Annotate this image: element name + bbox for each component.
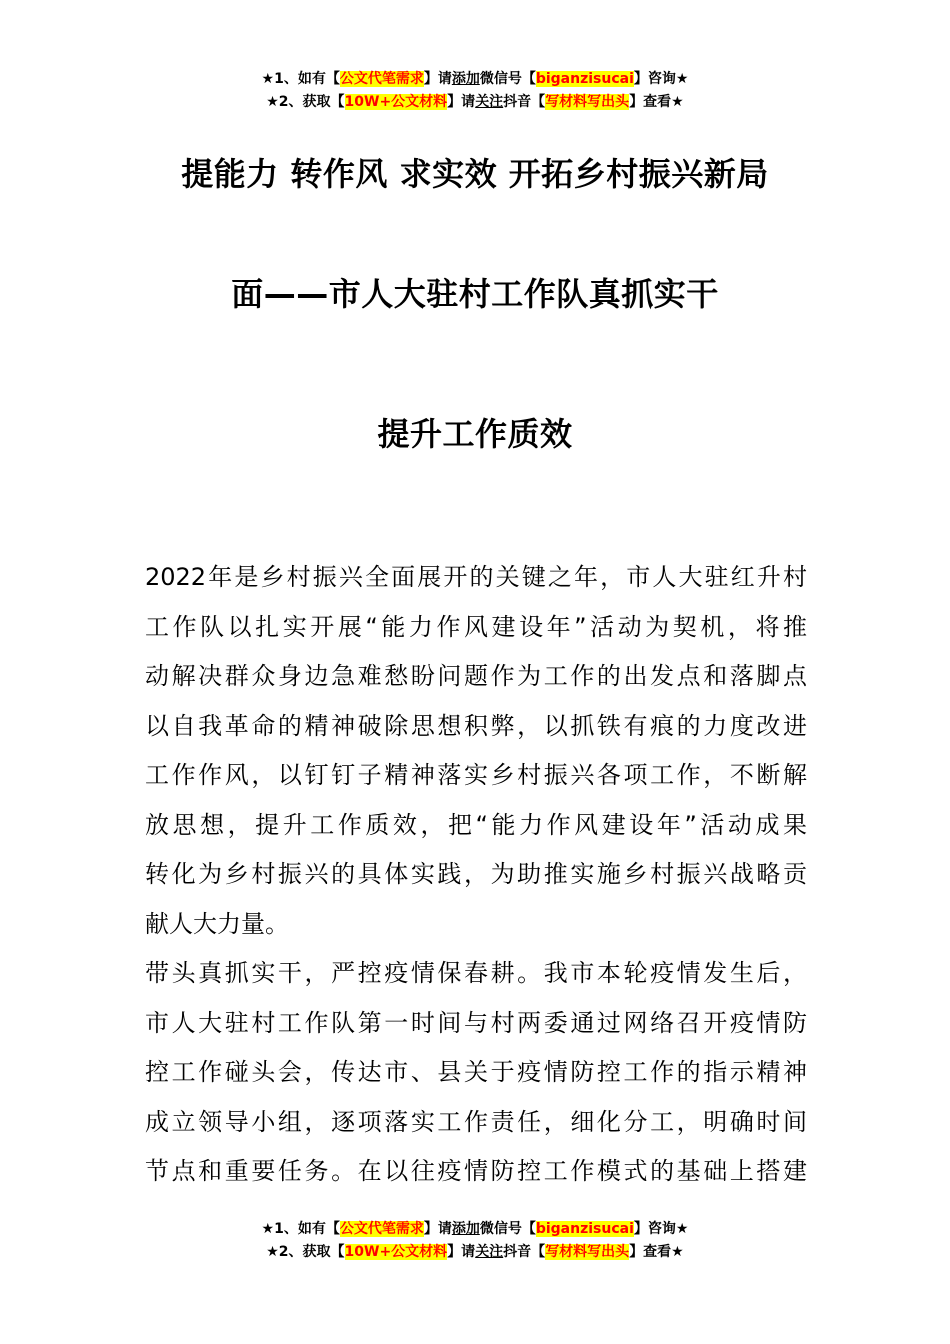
title-line-3: 提升工作质效	[377, 415, 573, 453]
underlined-text: 关注	[475, 1244, 504, 1260]
banner-line-2: ★2、获取【10W+公文材料】请关注抖音【写材料写出头】查看★	[266, 1244, 684, 1260]
body-line: 节点和重要任务。在以往疫情防控工作模式的基础上搭建	[145, 1157, 807, 1185]
wechat-id: biganzisucai	[535, 71, 634, 87]
highlight-text: 10W+公文材料	[344, 94, 448, 110]
body-line: 放思想，提升工作质效，把“能力作风建设年”活动成果	[145, 810, 807, 839]
wechat-id: biganzisucai	[535, 1221, 634, 1237]
underlined-text: 添加	[451, 71, 480, 87]
body-line: 转化为乡村振兴的具体实践，为助推实施乡村振兴战略贡	[145, 860, 807, 888]
footer-banner	[0, 1218, 950, 1264]
body-line: 工作队以扎实开展“能力作风建设年”活动为契机，将推	[145, 612, 807, 641]
body-line: 工作作风，以钉钉子精神落实乡村振兴各项工作，不断解	[145, 761, 807, 789]
body-line: 动解决群众身边急难愁盼问题作为工作的出发点和落脚点	[145, 662, 807, 690]
underlined-text: 关注	[475, 94, 504, 110]
highlight-text: 公文代笔需求	[339, 71, 424, 87]
header-banner	[0, 68, 950, 114]
highlight-text: 公文代笔需求	[339, 1221, 424, 1237]
douyin-id: 写材料写出头	[545, 94, 630, 110]
body-line: 市人大驻村工作队第一时间与村两委通过网络召开疫情防	[145, 1008, 807, 1037]
banner-line-1: ★1、如有【公文代笔需求】请添加微信号【biganzisucai】咨询★	[261, 71, 689, 87]
body-line: 带头真抓实干，严控疫情保春耕。我市本轮疫情发生后，	[145, 959, 807, 987]
banner-line-1: ★1、如有【公文代笔需求】请添加微信号【biganzisucai】咨询★	[261, 1221, 689, 1237]
body-line: 控工作碰头会，传达市、县关于疫情防控工作的指示精神	[145, 1058, 807, 1086]
title-line-2: 面——市人大驻村工作队真抓实干	[231, 275, 719, 313]
title-line-1: 提能力 转作风 求实效 开拓乡村振兴新局	[181, 155, 769, 193]
highlight-text: 10W+公文材料	[344, 1244, 448, 1260]
banner-line-2: ★2、获取【10W+公文材料】请关注抖音【写材料写出头】查看★	[266, 94, 684, 110]
body-line: 以自我革命的精神破除思想积弊，以抓铁有痕的力度改进	[145, 711, 807, 740]
body-line: 2022年是乡村振兴全面展开的关键之年，市人大驻红升村	[145, 563, 807, 591]
body-line: 献人大力量。	[145, 909, 289, 938]
body-line: 成立领导小组，逐项落实工作责任，细化分工，明确时间	[145, 1107, 807, 1136]
underlined-text: 添加	[451, 1221, 480, 1237]
douyin-id: 写材料写出头	[545, 1244, 630, 1260]
body-text	[145, 553, 807, 1197]
